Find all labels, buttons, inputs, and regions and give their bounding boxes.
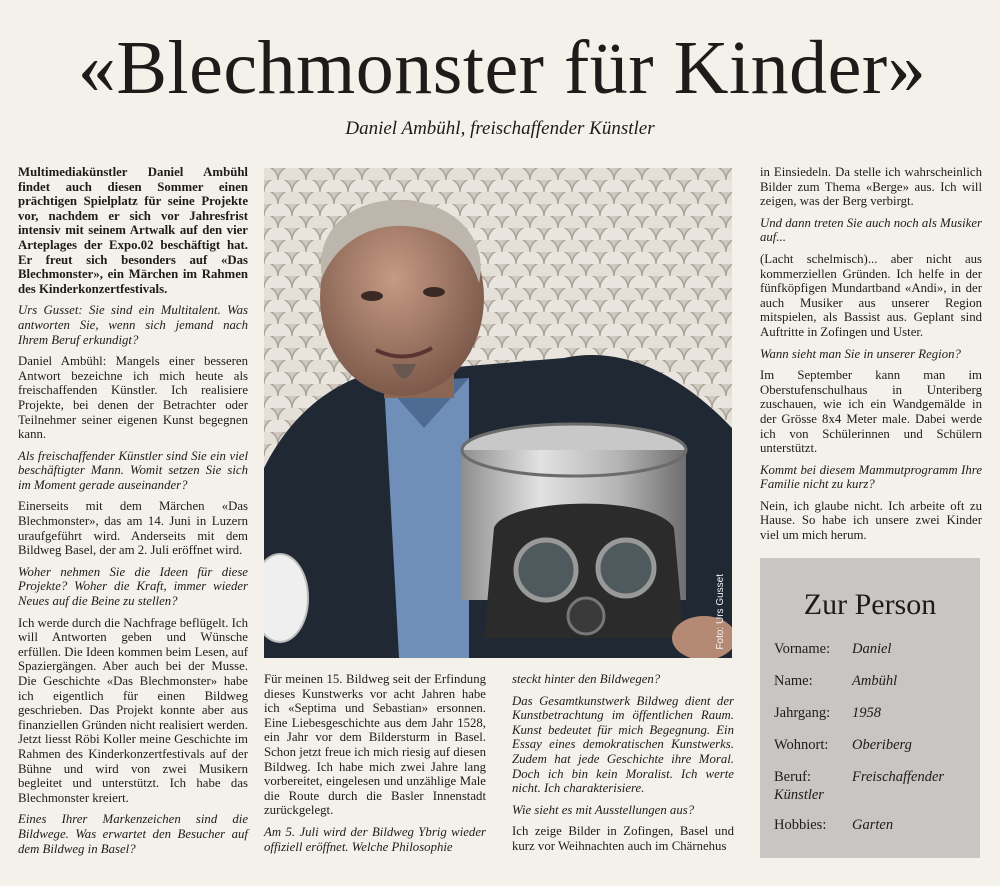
- interview-question: Urs Gusset: Sie sind ein Multitalent. Was antworten Sie, wenn sich jemand nach Ihrem Beruf erkundigt?: [18, 303, 248, 347]
- lead-paragraph: Multimediakünstler Daniel Ambühl findet auch diesen Sommer einen prächtigen Spielplatz für seine Projekte vor, nachdem er sich vor Jahresfrist intensiv mit seinem Artwalk auf den vier Arteplages der Expo.02 beschäftigt hat. Er freut sich besonders auf «Das Blechmonster», ein Märchen im Rahmen des Kinderkonzertfestivals.: [18, 165, 248, 296]
- person-label: Jahrgang:: [774, 705, 831, 721]
- column-2-left: [264, 672, 486, 861]
- interview-answer: Im September kann man im Oberstufenschulhaus in Unteriberg zuschauen, wie ich ein Wandgemälde in der Grösse 8x4 Meter male. Dabei werde ich von Schülerinnen und Schülern unterstützt.: [760, 368, 982, 456]
- zur-person-title: Zur Person: [803, 588, 937, 621]
- interview-question: Wann sieht man Sie in unserer Region?: [760, 346, 961, 361]
- zur-person-box: [760, 558, 980, 858]
- interview-answer: Einerseits mit dem Märchen «Das Blechmonster», das am 14. Juni in Luzern uraufgeführt wird. Anderseits mit dem Bildweg Basel, der am 2. Juli eröffnet wird.: [18, 499, 248, 558]
- interview-answer: (Lacht schelmisch)... aber nicht aus kommerziellen Gründen. Ich helfe in der fünfköpfigen Mundartband «Andi», in der auch Musiker aus unserer Region mitspielen, als Bassist aus. Geplant sind Auftritte in Zofingen und Uster.: [760, 251, 982, 339]
- interview-answer: Ich zeige Bilder in Zofingen, Basel und kurz vor Weihnachten auch im Chärnehus: [512, 824, 734, 853]
- interview-answer: in Einsiedeln. Da stelle ich wahrscheinlich Bilder zum Thema «Berge» aus. Ich will zeigen, was der Berg verbirgt.: [760, 165, 982, 209]
- photo-illustration: [264, 168, 732, 658]
- person-label-continued: Künstler: [774, 787, 824, 803]
- interview-answer: Für meinen 15. Bildweg seit der Erfindung dieses Kunstwerks vor acht Jahren habe ich «Septima und Sebastian» ersonnen. Eine Liebesgeschichte aus dem Jahr 1528, ein Jahr vor dem Bildersturm in Basel. Schon jetzt freue ich mich riesig auf diesen Bildweg. Ich habe mich zwei Jahre lang vorbereitet, eingelesen und unzählige Male die Route durch die Basler Innenstadt zurückgelegt.: [264, 672, 486, 818]
- column-1: [18, 165, 248, 863]
- interview-answer: Das Gesamtkunstwerk Bildweg dient der Kunstbetrachtung im öffentlichen Raum. Kunst bedeutet für mich Begegnung. Ein Essay eines demokratischen Kunstwerks. Zudem hat jede Geschichte ihre Moral. Doch ich bin kein Moralist. Ich werte nicht. Ich charakterisiere.: [512, 693, 734, 796]
- person-value: Garten: [852, 817, 894, 833]
- person-value: Daniel: [852, 641, 892, 657]
- person-value: 1958: [852, 705, 881, 721]
- interview-question: Als freischaffender Künstler sind Sie ein viel beschäftigter Mann. Womit setzen Sie sich im Moment gerade auseinander?: [18, 448, 248, 492]
- interview-answer: Daniel Ambühl: Mangels einer besseren Antwort bezeichne ich mich heute als freischaffenden Künstler. Ich realisiere Projekte, bei denen der Betrachter oder Teilnehmer seiner eigenen Kunst begegnen kann.: [18, 354, 248, 442]
- person-value: Ambühl: [852, 673, 898, 689]
- interview-question: Am 5. Juli wird der Bildweg Ybrig wieder offiziell eröffnet. Welche Philosophie: [264, 824, 486, 854]
- headline: «Blechmonster für Kinder»: [77, 26, 927, 110]
- photo-credit: Foto: Urs Gusset: [715, 574, 726, 650]
- person-value: Oberiberg: [852, 737, 912, 753]
- interview-question: Kommt bei diesem Mammutprogramm Ihre Familie nicht zu kurz?: [760, 462, 982, 492]
- column-2-right: [512, 672, 734, 861]
- interview-question: steckt hinter den Bildwegen?: [512, 672, 661, 686]
- person-label: Name:: [774, 673, 813, 689]
- column-3: [760, 165, 982, 550]
- person-label: Hobbies:: [774, 817, 827, 833]
- interview-answer: Ich werde durch die Nachfrage beflügelt. Ich will Antworten geben und Wünsche erfüllen. Die Ideen kommen beim Lesen, auf Spaziergängen. Aber auch bei der Musse. Die Geschichte «Das Blechmonster» habe ich eigentlich für einen Bildweg geschrieben. Das Projekt konnte aber aus finanziellen Gründen nicht realisiert werden. Jetzt liesst Röbi Koller meine Geschichte im Rahmen des Kinderkonzertfestivals auf der Bühne und wird von zwei Musikern begleitet und unterstützt. Ich habe das Blechmonster kreiert.: [18, 615, 248, 805]
- person-label: Wohnort:: [774, 737, 829, 753]
- interview-answer: Nein, ich glaube nicht. Ich arbeite oft zu Hause. So habe ich unsere zwei Kinder viel um mich herum.: [760, 498, 982, 543]
- person-label: Beruf:: [774, 769, 812, 785]
- interview-question: Wie sieht es mit Ausstellungen aus?: [512, 802, 695, 817]
- portrait-photo: [264, 168, 732, 658]
- person-label: Vorname:: [774, 641, 831, 657]
- interview-question: Woher nehmen Sie die Ideen für diese Projekte? Woher die Kraft, immer wieder Neues auf die Beine zu stellen?: [18, 564, 248, 609]
- subheadline: Daniel Ambühl, freischaffender Künstler: [345, 118, 655, 139]
- person-value: Freischaffender: [852, 769, 945, 785]
- interview-question: Eines Ihrer Markenzeichen sind die Bildwege. Was erwartet den Besucher auf dem Bildweg in Basel?: [18, 812, 248, 856]
- interview-question: Und dann treten Sie auch noch als Musiker auf...: [760, 215, 982, 245]
